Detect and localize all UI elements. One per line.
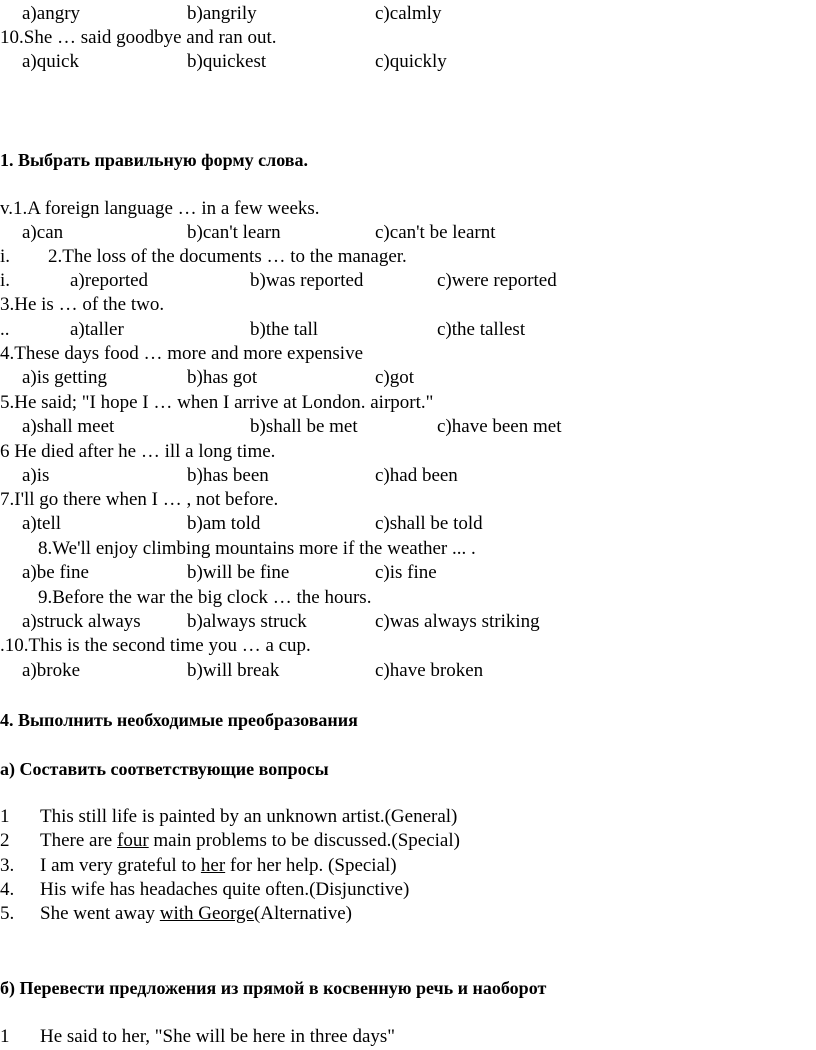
option-c: c)can't be learnt: [375, 222, 496, 243]
option-a: a)is: [22, 465, 50, 486]
option-c: c)quickly: [375, 51, 447, 72]
option-c: c)have broken: [375, 660, 484, 681]
option-c: c)shall be told: [375, 513, 483, 534]
option-b: b)always struck: [187, 611, 307, 632]
option-c: c)were reported: [437, 270, 557, 291]
question-text: .10.This is the second time you … a cup.: [0, 635, 311, 656]
question-text: 4.These days food … more and more expensive: [0, 343, 364, 364]
question-text: 3.He is … of the two.: [0, 294, 165, 315]
option-b: b)angrily: [187, 3, 257, 24]
question-text: 7.I'll go there when I … , not before.: [0, 489, 279, 510]
option-c: c)had been: [375, 465, 458, 486]
option-b: b)will be fine: [187, 562, 290, 583]
option-a: a)quick: [22, 51, 79, 72]
option-c: c)calmly: [375, 3, 442, 24]
option-b: b)the tall: [250, 319, 319, 340]
list-marker: ..: [0, 319, 10, 340]
option-a: a)taller: [70, 319, 124, 340]
option-a: a)shall meet: [22, 416, 115, 437]
item-number: 1: [0, 806, 10, 827]
underlined-word: her: [200, 855, 226, 876]
option-a: a)broke: [22, 660, 81, 681]
option-a: a)be fine: [22, 562, 89, 583]
option-a: a)reported: [70, 270, 149, 291]
item-text: I am very grateful to her for her help. (Special): [40, 855, 397, 876]
item-text: His wife has headaches quite often.(Disjunctive): [40, 879, 410, 900]
option-b: b)quickest: [187, 51, 267, 72]
item-number: 3.: [0, 855, 15, 876]
item-number: 2: [0, 830, 10, 851]
option-c: c)got: [375, 367, 415, 388]
option-c: c)the tallest: [437, 319, 526, 340]
option-a: a)tell: [22, 513, 62, 534]
option-b: b)shall be met: [250, 416, 358, 437]
list-marker: i.: [0, 246, 11, 267]
question-text: v.1.A foreign language … in a few weeks.: [0, 198, 320, 219]
item-text: This still life is painted by an unknown artist.(General): [40, 806, 458, 827]
option-c: c)was always striking: [375, 611, 540, 632]
option-b: b)will break: [187, 660, 280, 681]
question-text: 6 He died after he … ill a long time.: [0, 441, 276, 462]
option-b: b)has been: [187, 465, 269, 486]
item-number: 4.: [0, 879, 15, 900]
item-text: He said to her, "She will be here in three days": [40, 1026, 396, 1047]
option-a: a)can: [22, 222, 64, 243]
list-marker: i.: [0, 270, 11, 291]
option-b: b)was reported: [250, 270, 364, 291]
option-b: b)has got: [187, 367, 258, 388]
option-b: b)can't learn: [187, 222, 281, 243]
question-text: 2.The loss of the documents … to the manager.: [48, 246, 407, 267]
option-a: a)angry: [22, 3, 81, 24]
question-text: 10.She … said goodbye and ran out.: [0, 27, 277, 48]
item-number: 5.: [0, 903, 15, 924]
underlined-word: four: [117, 830, 149, 851]
option-a: a)struck always: [22, 611, 141, 632]
question-text: 8.We'll enjoy climbing mountains more if the weather ... .: [38, 538, 476, 559]
item-text: There are four main problems to be discussed.(Special): [40, 830, 460, 851]
option-c: c)have been met: [437, 416, 562, 437]
option-b: b)am told: [187, 513, 261, 534]
option-a: a)is getting: [22, 367, 107, 388]
item-text: She went away with George(Alternative): [40, 903, 353, 924]
option-c: c)is fine: [375, 562, 437, 583]
question-text: 9.Before the war the big clock … the hours.: [38, 587, 372, 608]
item-number: 1: [0, 1026, 10, 1047]
question-text: 5.He said; "I hope I … when I arrive at London. airport.": [0, 392, 434, 413]
underlined-phrase: with George: [159, 903, 254, 924]
